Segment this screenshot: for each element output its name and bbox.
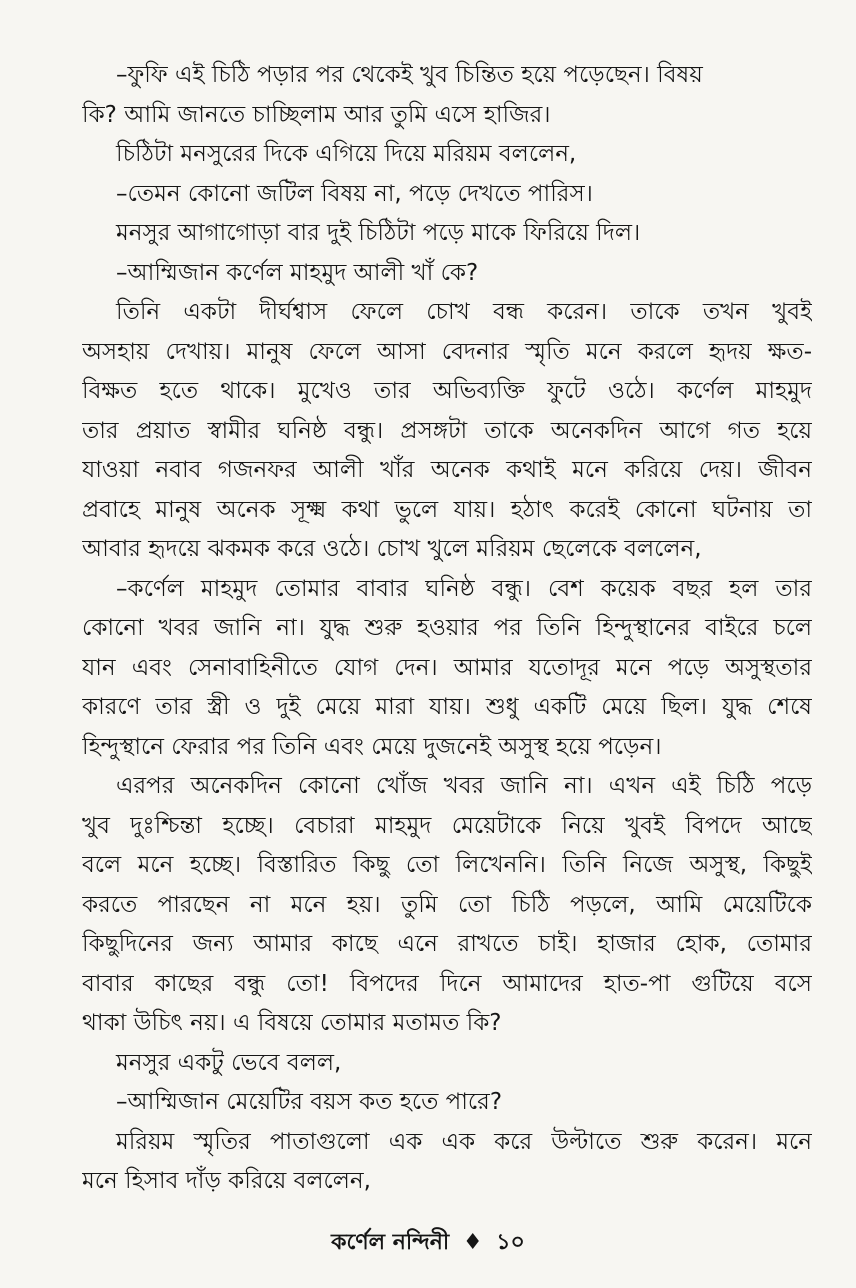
text-line: মরিয়ম স্মৃতির পাতাগুলো এক এক করে উল্টাতে শুরু করেন। মনে	[116, 1128, 812, 1155]
text-line: থাকা উচিৎ নয়। এ বিষয়ে তোমার মতামত কি?	[82, 1010, 502, 1036]
text-line: তার প্রয়াত স্বামীর ঘনিষ্ঠ বন্ধু। প্রসঙ্গটা তাকে অনেকদিন আগে গত হয়ে	[82, 417, 812, 444]
text-line: হিন্দুস্থানে ফেরার পর তিনি এবং মেয়ে দুজনেই অসুস্থ হয়ে পড়েন।	[82, 733, 662, 760]
text-line: প্রবাহে মানুষ অনেক সূক্ষ্ম কথা ভুলে যায়। হঠাৎ করেই কোনো ঘটনায় তা	[82, 496, 812, 523]
text-line: বাবার কাছের বন্ধু তো! বিপদের দিনে আমাদের হাত-পা গুটিয়ে বসে	[82, 970, 812, 997]
text-line: যান এবং সেনাবাহিনীতে যোগ দেন। আমার যতোদূর মনে পড়ে অসুস্থতার	[82, 654, 812, 681]
book-title: কর্ণেল নন্দিনী	[331, 1230, 450, 1255]
text-line: বিক্ষত হতে থাকে। মুখেও তার অভিব্যক্তি ফুটে ওঠে। কর্ণেল মাহমুদ	[82, 378, 812, 404]
text-line: মনসুর একটু ভেবে বলল,	[116, 1049, 342, 1076]
text-line: –আম্মিজান মেয়েটির বয়স কত হতে পারে?	[116, 1089, 503, 1115]
page-footer	[0, 1228, 856, 1258]
text-line: করতে পারছেন না মনে হয়। তুমি তো চিঠি পড়লে, আমি মেয়েটিকে	[82, 891, 812, 918]
text-line: এরপর অনেকদিন কোনো খোঁজ খবর জানি না। এখন এই চিঠি পড়ে	[116, 773, 812, 799]
text-line: –আম্মিজান কর্ণেল মাহমুদ আলী খাঁ কে?	[116, 259, 479, 286]
text-line: কি? আমি জানতে চাচ্ছিলাম আর তুমি এসে হাজির।	[82, 101, 551, 128]
text-line: বলে মনে হচ্ছে। বিস্তারিত কিছু তো লিখেননি। তিনি নিজে অসুস্থ, কিছুই	[82, 852, 812, 878]
text-line: খুব দুঃশ্চিন্তা হচ্ছে। বেচারা মাহমুদ মেয়েটাকে নিয়ে খুবই বিপদে আছে	[82, 812, 812, 839]
text-line: কারণে তার স্ত্রী ও দুই মেয়ে মারা যায়। শুধু একটি মেয়ে ছিল। যুদ্ধ শেষে	[82, 694, 812, 720]
page-number: ১০	[496, 1230, 525, 1255]
text-line: –কর্ণেল মাহমুদ তোমার বাবার ঘনিষ্ঠ বন্ধু। বেশ কয়েক বছর হল তার	[116, 575, 812, 602]
text-line: কোনো খবর জানি না। যুদ্ধ শুরু হওয়ার পর তিনি হিন্দুস্থানের বাইরে চলে	[82, 615, 812, 641]
text-line: মনে হিসাব দাঁড় করিয়ে বললেন,	[82, 1168, 371, 1194]
text-line: –ফুফি এই চিঠি পড়ার পর থেকেই খুব চিন্তিত হয়ে পড়েছেন। বিষয়	[116, 62, 703, 88]
text-line: যাওয়া নবাব গজনফর আলী খাঁর অনেক কথাই মনে করিয়ে দেয়। জীবন	[82, 457, 812, 483]
text-line: অসহায় দেখায়। মানুষ ফেলে আসা বেদনার স্মৃতি মনে করলে হৃদয় ক্ষত-	[82, 338, 812, 365]
text-line: মনসুর আগাগোড়া বার দুই চিঠিটা পড়ে মাকে ফিরিয়ে দিল।	[116, 220, 641, 246]
text-line: চিঠিটা মনসুরের দিকে এগিয়ে দিয়ে মরিয়ম বললেন,	[116, 141, 577, 167]
text-line: তিনি একটা দীর্ঘশ্বাস ফেলে চোখ বন্ধ করেন। তাকে তখন খুবই	[116, 299, 812, 325]
text-line: আবার হৃদয়ে ঝকমক করে ওঠে। চোখ খুলে মরিয়ম ছেলেকে বললেন,	[82, 536, 702, 562]
diamond-separator-icon: ♦	[462, 1230, 483, 1255]
body-text	[82, 56, 812, 1202]
text-line: –তেমন কোনো জটিল বিষয় না, পড়ে দেখতে পারিস।	[116, 180, 593, 207]
text-line: কিছুদিনের জন্য আমার কাছে এনে রাখতে চাই। হাজার হোক, তোমার	[82, 931, 812, 957]
